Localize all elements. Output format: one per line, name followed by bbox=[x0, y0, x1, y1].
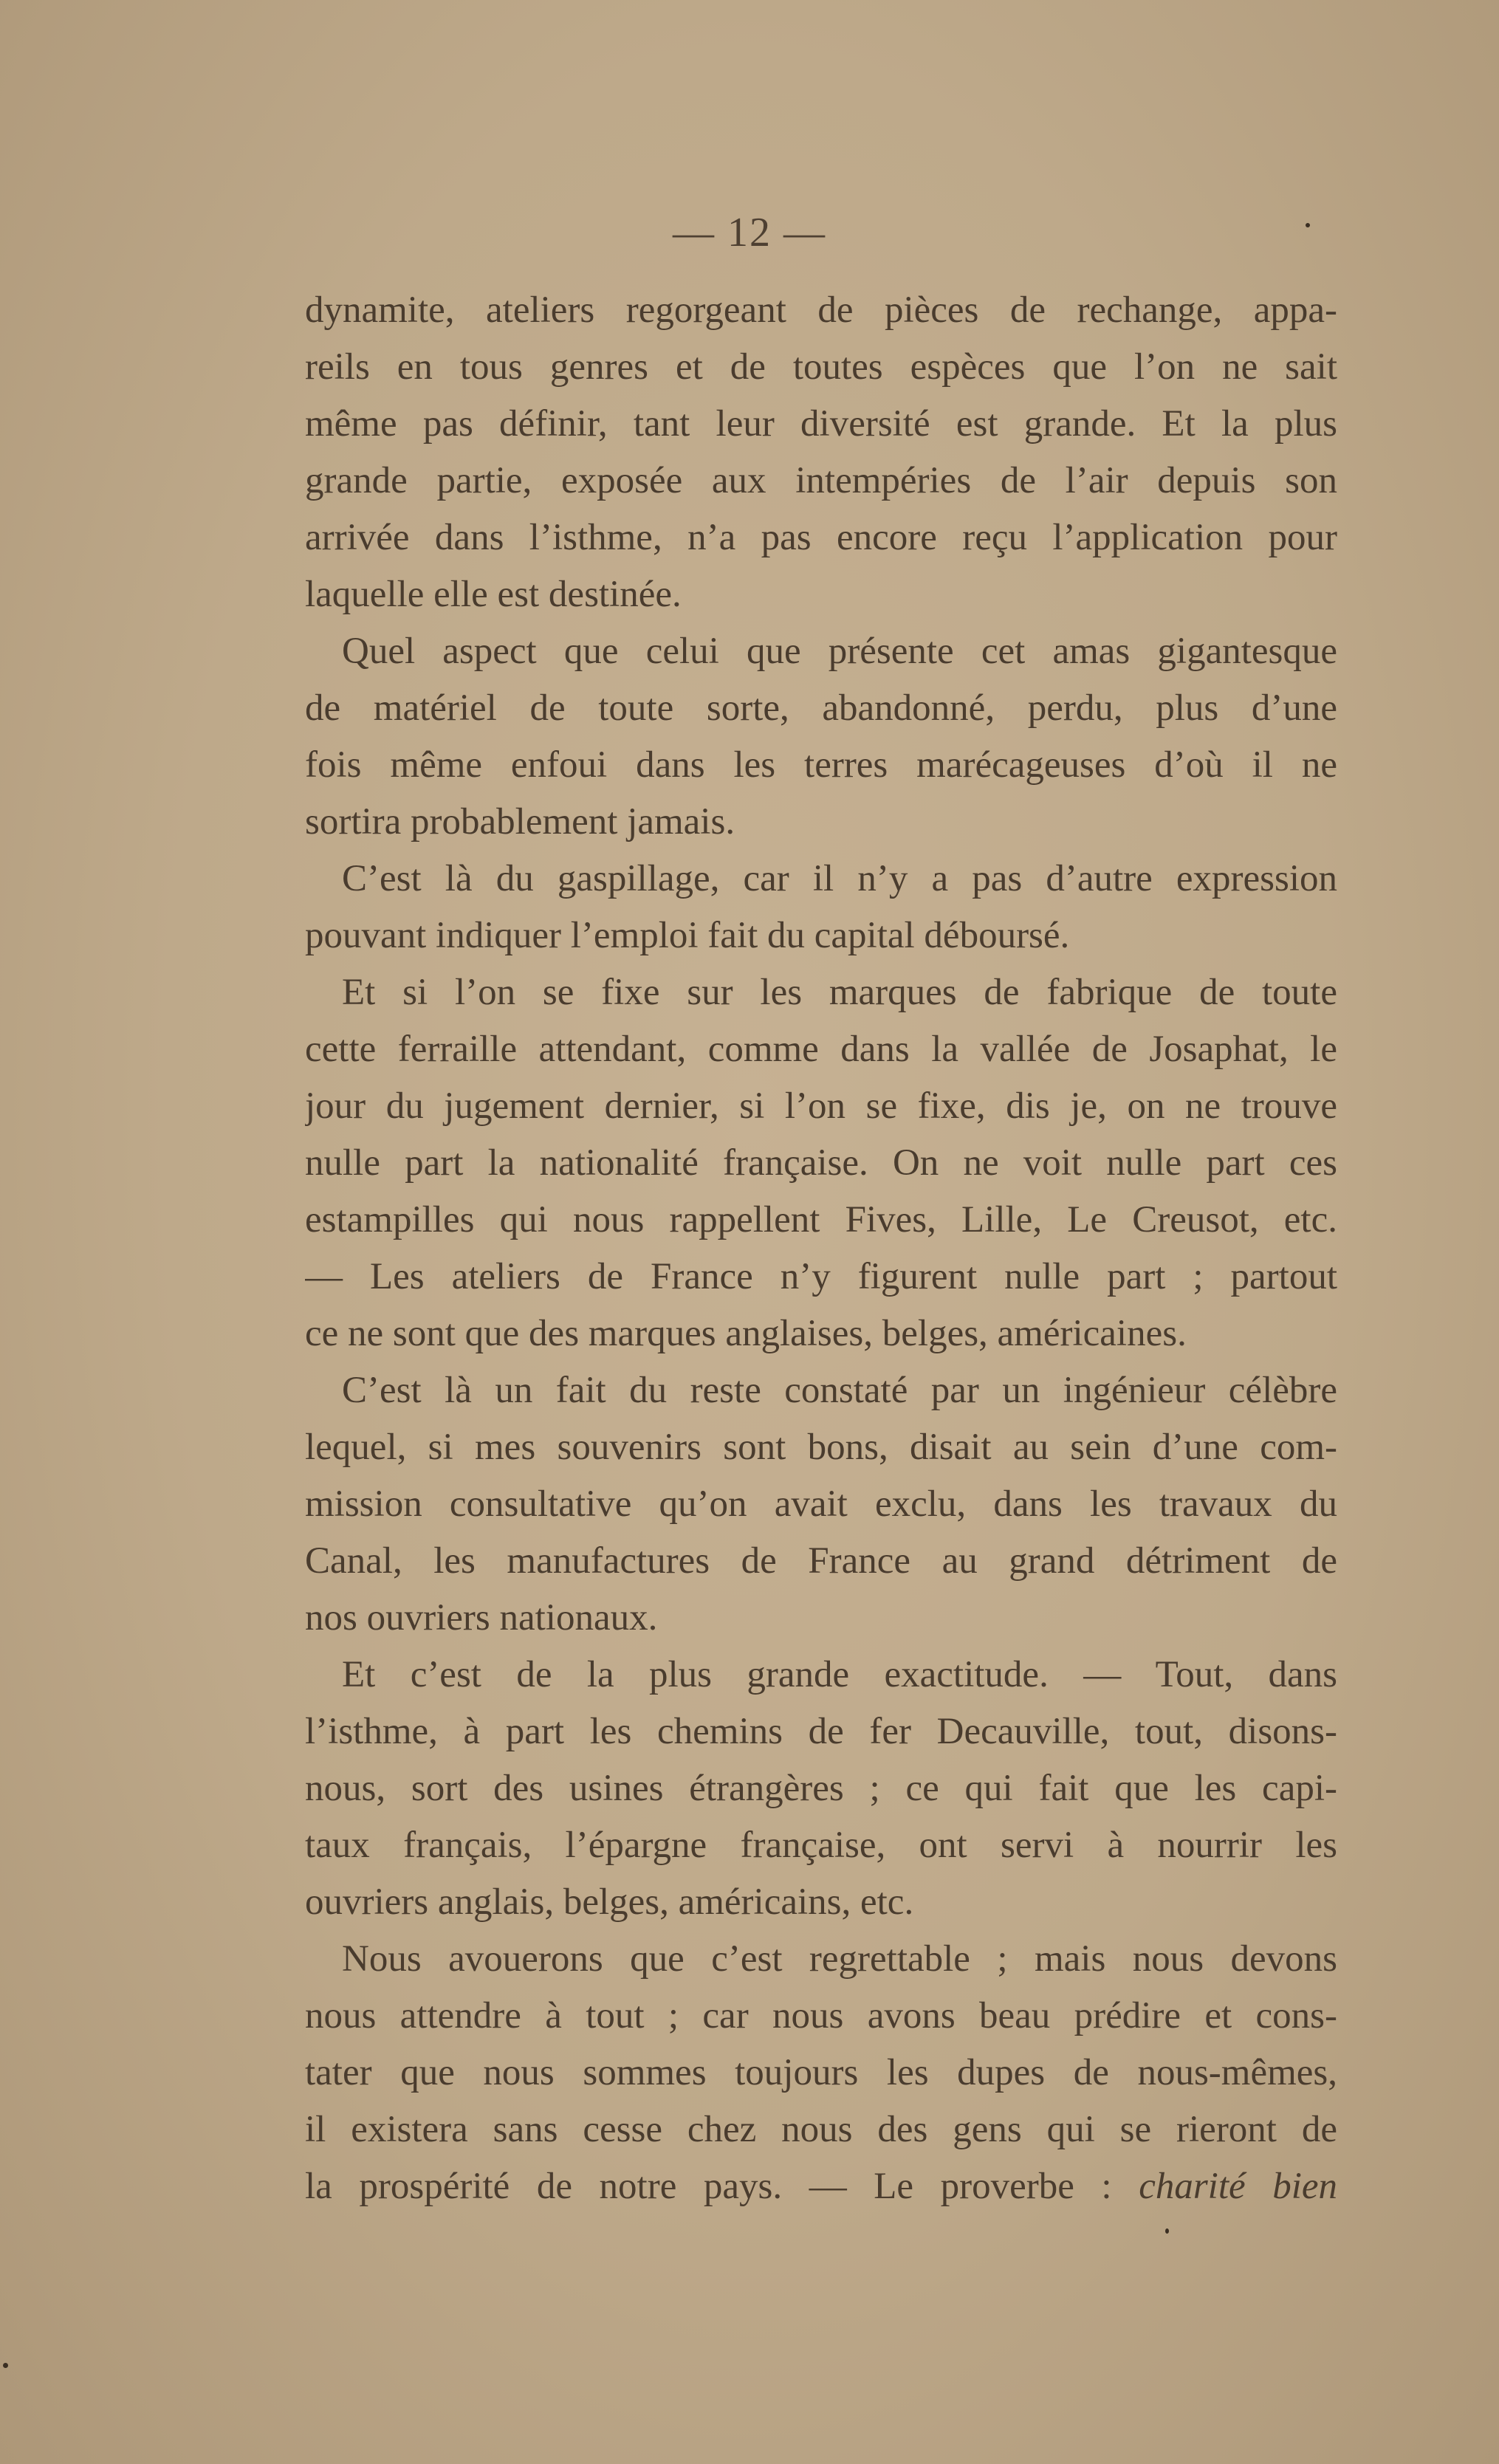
text-line-content: tater que nous sommes toujours les dupes de nous-mêmes, bbox=[305, 2052, 1337, 2093]
text-line-content: de matériel de toute sorte, abandonné, perdu, plus d’une bbox=[305, 687, 1337, 729]
text-line bbox=[305, 1078, 1337, 1135]
text-line bbox=[305, 282, 1337, 339]
text-line-content: ouvriers anglais, belges, américains, etc. bbox=[305, 1881, 914, 1923]
text-line-content: dynamite, ateliers regorgeant de pièces de rechange, appa- bbox=[305, 289, 1337, 331]
text-line-content: grande partie, exposée aux intempéries de l’air depuis son bbox=[305, 460, 1337, 501]
text-line bbox=[305, 1135, 1337, 1192]
text-line-content: arrivée dans l’isthme, n’a pas encore reçu l’application pour bbox=[305, 517, 1337, 558]
ink-speck bbox=[3, 2363, 8, 2368]
text-line-content: laquelle elle est destinée. bbox=[305, 574, 682, 615]
text-line-content: lequel, si mes souvenirs sont bons, disait au sein d’une com- bbox=[305, 1427, 1337, 1468]
text-line bbox=[305, 1703, 1337, 1760]
text-line-content: — Les ateliers de France n’y figurent nulle part ; partout bbox=[305, 1256, 1337, 1297]
text-line bbox=[305, 2045, 1337, 2101]
text-line-content: nous, sort des usines étrangères ; ce qui fait que les capi- bbox=[305, 1768, 1337, 1809]
text-line-content: l’isthme, à part les chemins de fer Decauville, tout, disons- bbox=[305, 1711, 1337, 1752]
text-line bbox=[305, 907, 1337, 964]
text-line-content: nos ouvriers nationaux. bbox=[305, 1597, 658, 1638]
page-number: — 12 — bbox=[673, 210, 826, 255]
text-line-content: il existera sans cesse chez nous des gens qui se rieront de bbox=[305, 2109, 1337, 2150]
body-text bbox=[305, 282, 1337, 2217]
text-line bbox=[305, 737, 1337, 794]
text-line bbox=[305, 1988, 1337, 2045]
text-line-content: nous attendre à tout ; car nous avons beau prédire et cons- bbox=[305, 1995, 1337, 2036]
text-line-content: ce ne sont que des marques anglaises, belges, américaines. bbox=[305, 1313, 1187, 1354]
text-line-content: pouvant indiquer l’emploi fait du capital déboursé. bbox=[305, 915, 1070, 956]
text-line-content: Et c’est de la plus grande exactitude. — Tout, dans bbox=[342, 1654, 1337, 1695]
text-line bbox=[305, 1760, 1337, 1817]
text-line bbox=[305, 509, 1337, 566]
text-line-content: reils en tous genres et de toutes espèces que l’on ne sait bbox=[305, 346, 1337, 388]
text-line bbox=[305, 2101, 1337, 2158]
text-line bbox=[305, 1533, 1337, 1590]
text-line bbox=[305, 1874, 1337, 1931]
text-line-content: nulle part la nationalité française. On ne voit nulle part ces bbox=[305, 1142, 1337, 1184]
text-line bbox=[305, 1931, 1337, 1988]
text-line bbox=[305, 680, 1337, 737]
text-line bbox=[305, 1419, 1337, 1476]
text-line bbox=[305, 851, 1337, 907]
text-line bbox=[305, 396, 1337, 453]
text-line-content: cette ferraille attendant, comme dans la vallée de Josaphat, le bbox=[305, 1029, 1337, 1070]
text-line bbox=[305, 1817, 1337, 1874]
ink-speck bbox=[1306, 223, 1310, 227]
text-line-content: estampilles qui nous rappellent Fives, Lille, Le Creusot, etc. bbox=[305, 1199, 1337, 1240]
text-line bbox=[305, 2158, 1337, 2215]
text-line-content: Quel aspect que celui que présente cet amas gigantesque bbox=[342, 631, 1337, 672]
text-line-content: Nous avouerons que c’est regrettable ; mais nous devons bbox=[342, 1938, 1337, 1980]
text-line bbox=[305, 1249, 1337, 1305]
text-line-content: taux français, l’épargne française, ont servi à nourrir les bbox=[305, 1825, 1337, 1866]
text-line bbox=[305, 1590, 1337, 1647]
text-line bbox=[305, 339, 1337, 396]
text-line-content: jour du jugement dernier, si l’on se fixe, dis je, on ne trouve bbox=[305, 1085, 1337, 1127]
italic-phrase: charité bien bbox=[1139, 2166, 1337, 2207]
text-line-content: fois même enfoui dans les terres marécageuses d’où il ne bbox=[305, 744, 1337, 786]
text-line-content: Et si l’on se fixe sur les marques de fabrique de toute bbox=[342, 972, 1337, 1013]
text-line-content: la prospérité de notre pays. — Le proverbe : bbox=[305, 2166, 1112, 2207]
text-line bbox=[305, 1647, 1337, 1703]
text-line bbox=[305, 1192, 1337, 1249]
text-line-content: C’est là du gaspillage, car il n’y a pas d’autre expression bbox=[342, 858, 1337, 899]
ink-speck bbox=[1165, 2228, 1169, 2234]
text-line bbox=[305, 623, 1337, 680]
text-line bbox=[305, 453, 1337, 509]
text-line-content: C’est là un fait du reste constaté par un ingénieur célèbre bbox=[342, 1370, 1337, 1411]
text-line bbox=[305, 566, 1337, 623]
text-line bbox=[305, 794, 1337, 851]
text-line bbox=[305, 1021, 1337, 1078]
text-line-content: sortira probablement jamais. bbox=[305, 801, 735, 843]
text-line-content: mission consultative qu’on avait exclu, dans les travaux du bbox=[305, 1483, 1337, 1525]
text-line bbox=[305, 964, 1337, 1021]
text-line bbox=[305, 1362, 1337, 1419]
text-line bbox=[305, 1305, 1337, 1362]
text-line-content: même pas définir, tant leur diversité est grande. Et la plus bbox=[305, 403, 1337, 445]
text-line-content: Canal, les manufactures de France au grand détriment de bbox=[305, 1540, 1337, 1582]
text-line bbox=[305, 1476, 1337, 1533]
